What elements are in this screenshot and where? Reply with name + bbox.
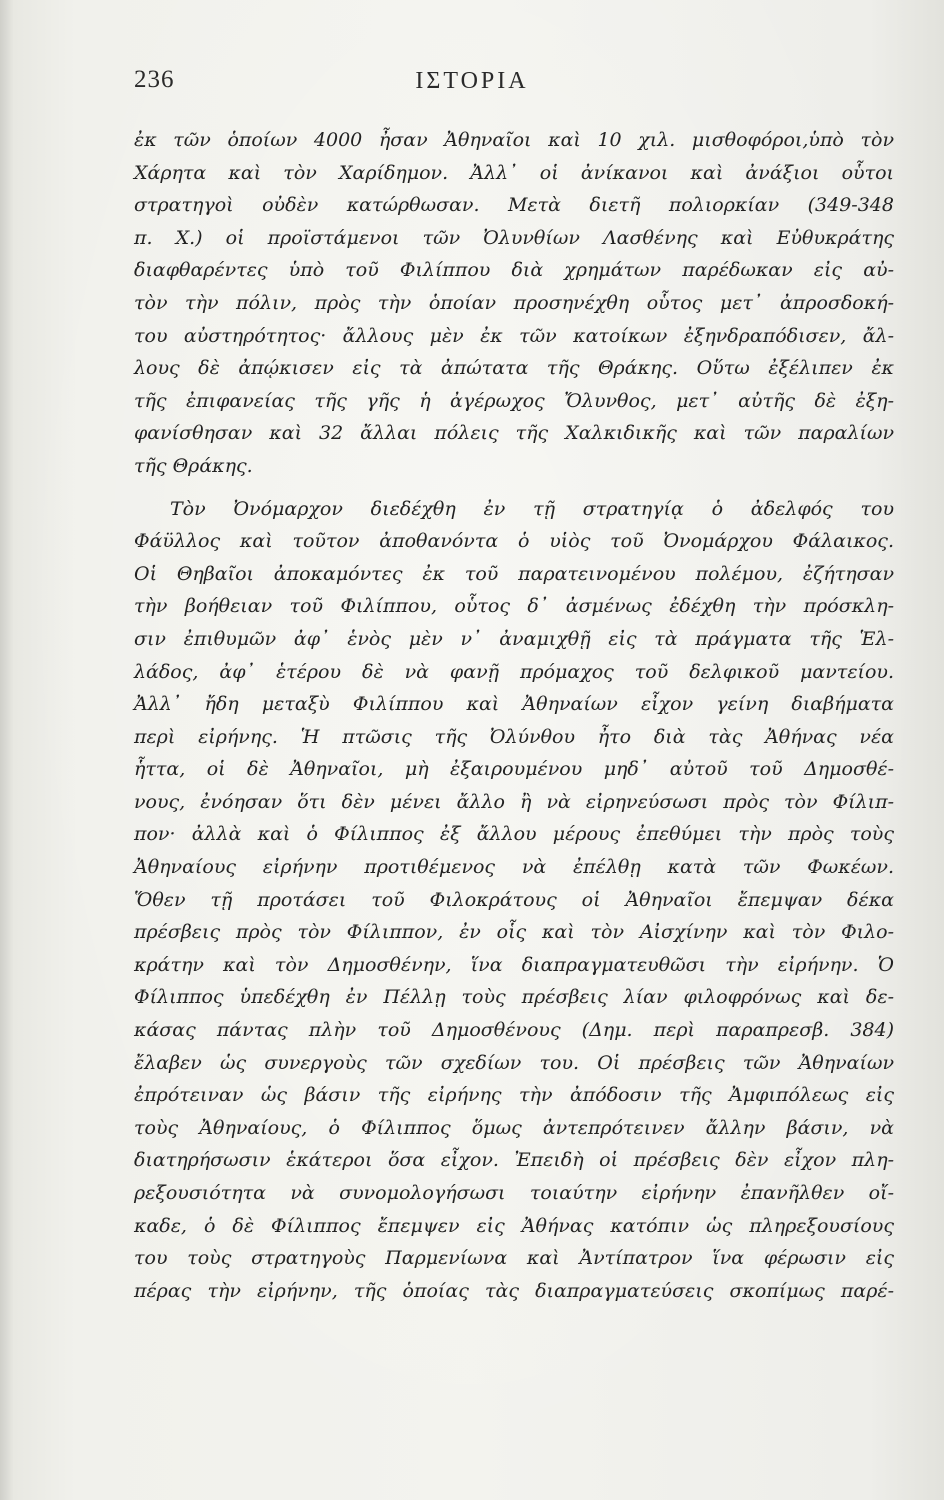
text-line: Χάρητα καὶ τὸν Χαρίδημον. Ἀλλ᾽ οἱ ἀνίκανοι καὶ ἀνάξιοι οὗτοι — [134, 161, 894, 184]
text-line: Ἀθηναίους εἰρήνην προτιθέμενος νὰ ἐπέλθῃ κατὰ τῶν Φωκέων. — [134, 856, 894, 879]
text-line: τῆς ἐπιφανείας τῆς γῆς ἡ ἀγέρωχος Ὄλυνθος, μετ᾽ αὐτῆς δὲ ἐξη- — [134, 389, 894, 412]
text-line: τὸν τὴν πόλιν, πρὸς τὴν ὁποίαν προσηνέχθη οὗτος μετ᾽ ἀπροσδοκή- — [134, 291, 894, 314]
text-line: Φάϋλλος καὶ τοῦτον ἀποθανόντα ὁ υἱὸς τοῦ Ὀνομάρχου Φάλαικος. — [134, 530, 894, 553]
text-line: ἧττα, οἱ δὲ Ἀθηναῖοι, μὴ ἐξαιρουμένου μηδ᾽ αὐτοῦ τοῦ Δημοσθέ- — [134, 758, 894, 781]
text-line: τῆς Θράκης. — [134, 454, 253, 477]
text-line: του αὐστηρότητος· ἄλλους μὲν ἐκ τῶν κατοίκων ἐξηνδραπόδισεν, ἄλ- — [134, 324, 894, 347]
text-line: καδε, ὁ δὲ Φίλιππος ἔπεμψεν εἰς Ἀθήνας κατόπιν ὡς πληρεξουσίους — [134, 1214, 894, 1237]
running-head: ΙΣΤΟΡΙΑ — [415, 68, 529, 94]
body-text — [134, 124, 894, 1307]
text-line: Ὅθεν τῇ προτάσει τοῦ Φιλοκράτους οἱ Ἀθηναῖοι ἔπεμψαν δέκα — [134, 888, 894, 911]
text-line: περὶ εἰρήνης. Ἡ πτῶσις τῆς Ὀλύνθου ἦτο διὰ τὰς Ἀθήνας νέα — [134, 725, 894, 748]
text-line: νους, ἐνόησαν ὅτι δὲν μένει ἄλλο ἢ νὰ εἰρηνεύσωσι πρὸς τὸν Φίλιπ- — [134, 790, 894, 813]
text-line: διατηρήσωσιν ἑκάτεροι ὅσα εἶχον. Ἐπειδὴ οἱ πρέσβεις δὲν εἶχον πλη- — [134, 1149, 894, 1172]
text-line: διαφθαρέντες ὑπὸ τοῦ Φιλίππου διὰ χρημάτων παρέδωκαν εἰς αὐ- — [134, 259, 894, 282]
text-line: τὴν βοήθειαν τοῦ Φιλίππου, οὗτος δ᾽ ἀσμένως ἐδέχθη τὴν πρόσκλη- — [134, 595, 894, 618]
paragraph-gap — [134, 483, 894, 493]
text-line: του τοὺς στρατηγοὺς Παρμενίωνα καὶ Ἀντίπατρον ἵνα φέρωσιν εἰς — [134, 1247, 894, 1270]
text-line: ἐπρότειναν ὡς βάσιν τῆς εἰρήνης τὴν ἀπόδοσιν τῆς Ἀμφιπόλεως εἰς — [134, 1084, 894, 1107]
text-line: φανίσθησαν καὶ 32 ἄλλαι πόλεις τῆς Χαλκιδικῆς καὶ τῶν παραλίων — [134, 422, 894, 445]
text-line: σιν ἐπιθυμῶν ἀφ᾽ ἑνὸς μὲν ν᾽ ἀναμιχθῇ εἰς τὰ πράγματα τῆς Ἑλ- — [134, 627, 894, 650]
page-number: 236 — [134, 66, 175, 93]
text-line: ἔλαβεν ὡς συνεργοὺς τῶν σχεδίων του. Οἱ πρέσβεις τῶν Ἀθηναίων — [134, 1051, 894, 1074]
text-line: ἐκ τῶν ὁποίων 4000 ἦσαν Ἀθηναῖοι καὶ 10 χιλ. μισθοφόροι,ὑπὸ τὸν — [134, 129, 894, 151]
text-line: πον· ἀλλὰ καὶ ὁ Φίλιππος ἐξ ἄλλου μέρους ἐπεθύμει τὴν πρὸς τοὺς — [134, 823, 894, 846]
text-line: τοὺς Ἀθηναίους, ὁ Φίλιππος ὅμως ἀντεπρότεινεν ἄλλην βάσιν, νὰ — [134, 1116, 894, 1139]
page-header — [0, 66, 944, 106]
text-line: Τὸν Ὀνόμαρχον διεδέχθη ἐν τῇ στρατηγίᾳ ὁ ἀδελφός του — [170, 497, 894, 520]
text-line: Φίλιππος ὑπεδέχθη ἐν Πέλλῃ τοὺς πρέσβεις λίαν φιλοφρόνως καὶ δε- — [134, 986, 894, 1009]
text-line: λους δὲ ἀπῴκισεν εἰς τὰ ἀπώτατα τῆς Θράκης. Οὕτω ἐξέλιπεν ἐκ — [134, 357, 894, 380]
text-line: κράτην καὶ τὸν Δημοσθένην, ἵνα διαπραγματευθῶσι τὴν εἰρήνην. Ὁ — [134, 953, 894, 976]
text-line: λάδος, ἀφ᾽ ἑτέρου δὲ νὰ φανῇ πρόμαχος τοῦ δελφικοῦ μαντείου. — [134, 660, 894, 683]
text-line: ρεξουσιότητα νὰ συνομολογήσωσι τοιαύτην εἰρήνην ἐπανῆλθεν οἴ- — [134, 1182, 894, 1204]
text-line: Οἱ Θηβαῖοι ἀποκαμόντες ἐκ τοῦ παρατεινομένου πολέμου, ἐζήτησαν — [134, 562, 894, 585]
spine-shadow — [0, 0, 14, 1500]
text-line: στρατηγοὶ οὐδὲν κατώρθωσαν. Μετὰ διετῆ πολιορκίαν (349-348 — [134, 194, 894, 217]
text-line: πέρας τὴν εἰρήνην, τῆς ὁποίας τὰς διαπραγματεύσεις σκοπίμως παρέ- — [134, 1279, 894, 1302]
text-line: π. Χ.) οἱ προϊστάμενοι τῶν Ὀλυνθίων Λασθένης καὶ Εὐθυκράτης — [134, 226, 894, 249]
text-line: Ἀλλ᾽ ἤδη μεταξὺ Φιλίππου καὶ Ἀθηναίων εἶχον γείνη διαβήματα — [134, 693, 894, 716]
text-line: κάσας πάντας πλὴν τοῦ Δημοσθένους (Δημ. περὶ παραπρεσβ. 384) — [134, 1019, 894, 1042]
text-line: πρέσβεις πρὸς τὸν Φίλιππον, ἐν οἷς καὶ τὸν Αἰσχίνην καὶ τὸν Φιλο- — [134, 921, 894, 944]
